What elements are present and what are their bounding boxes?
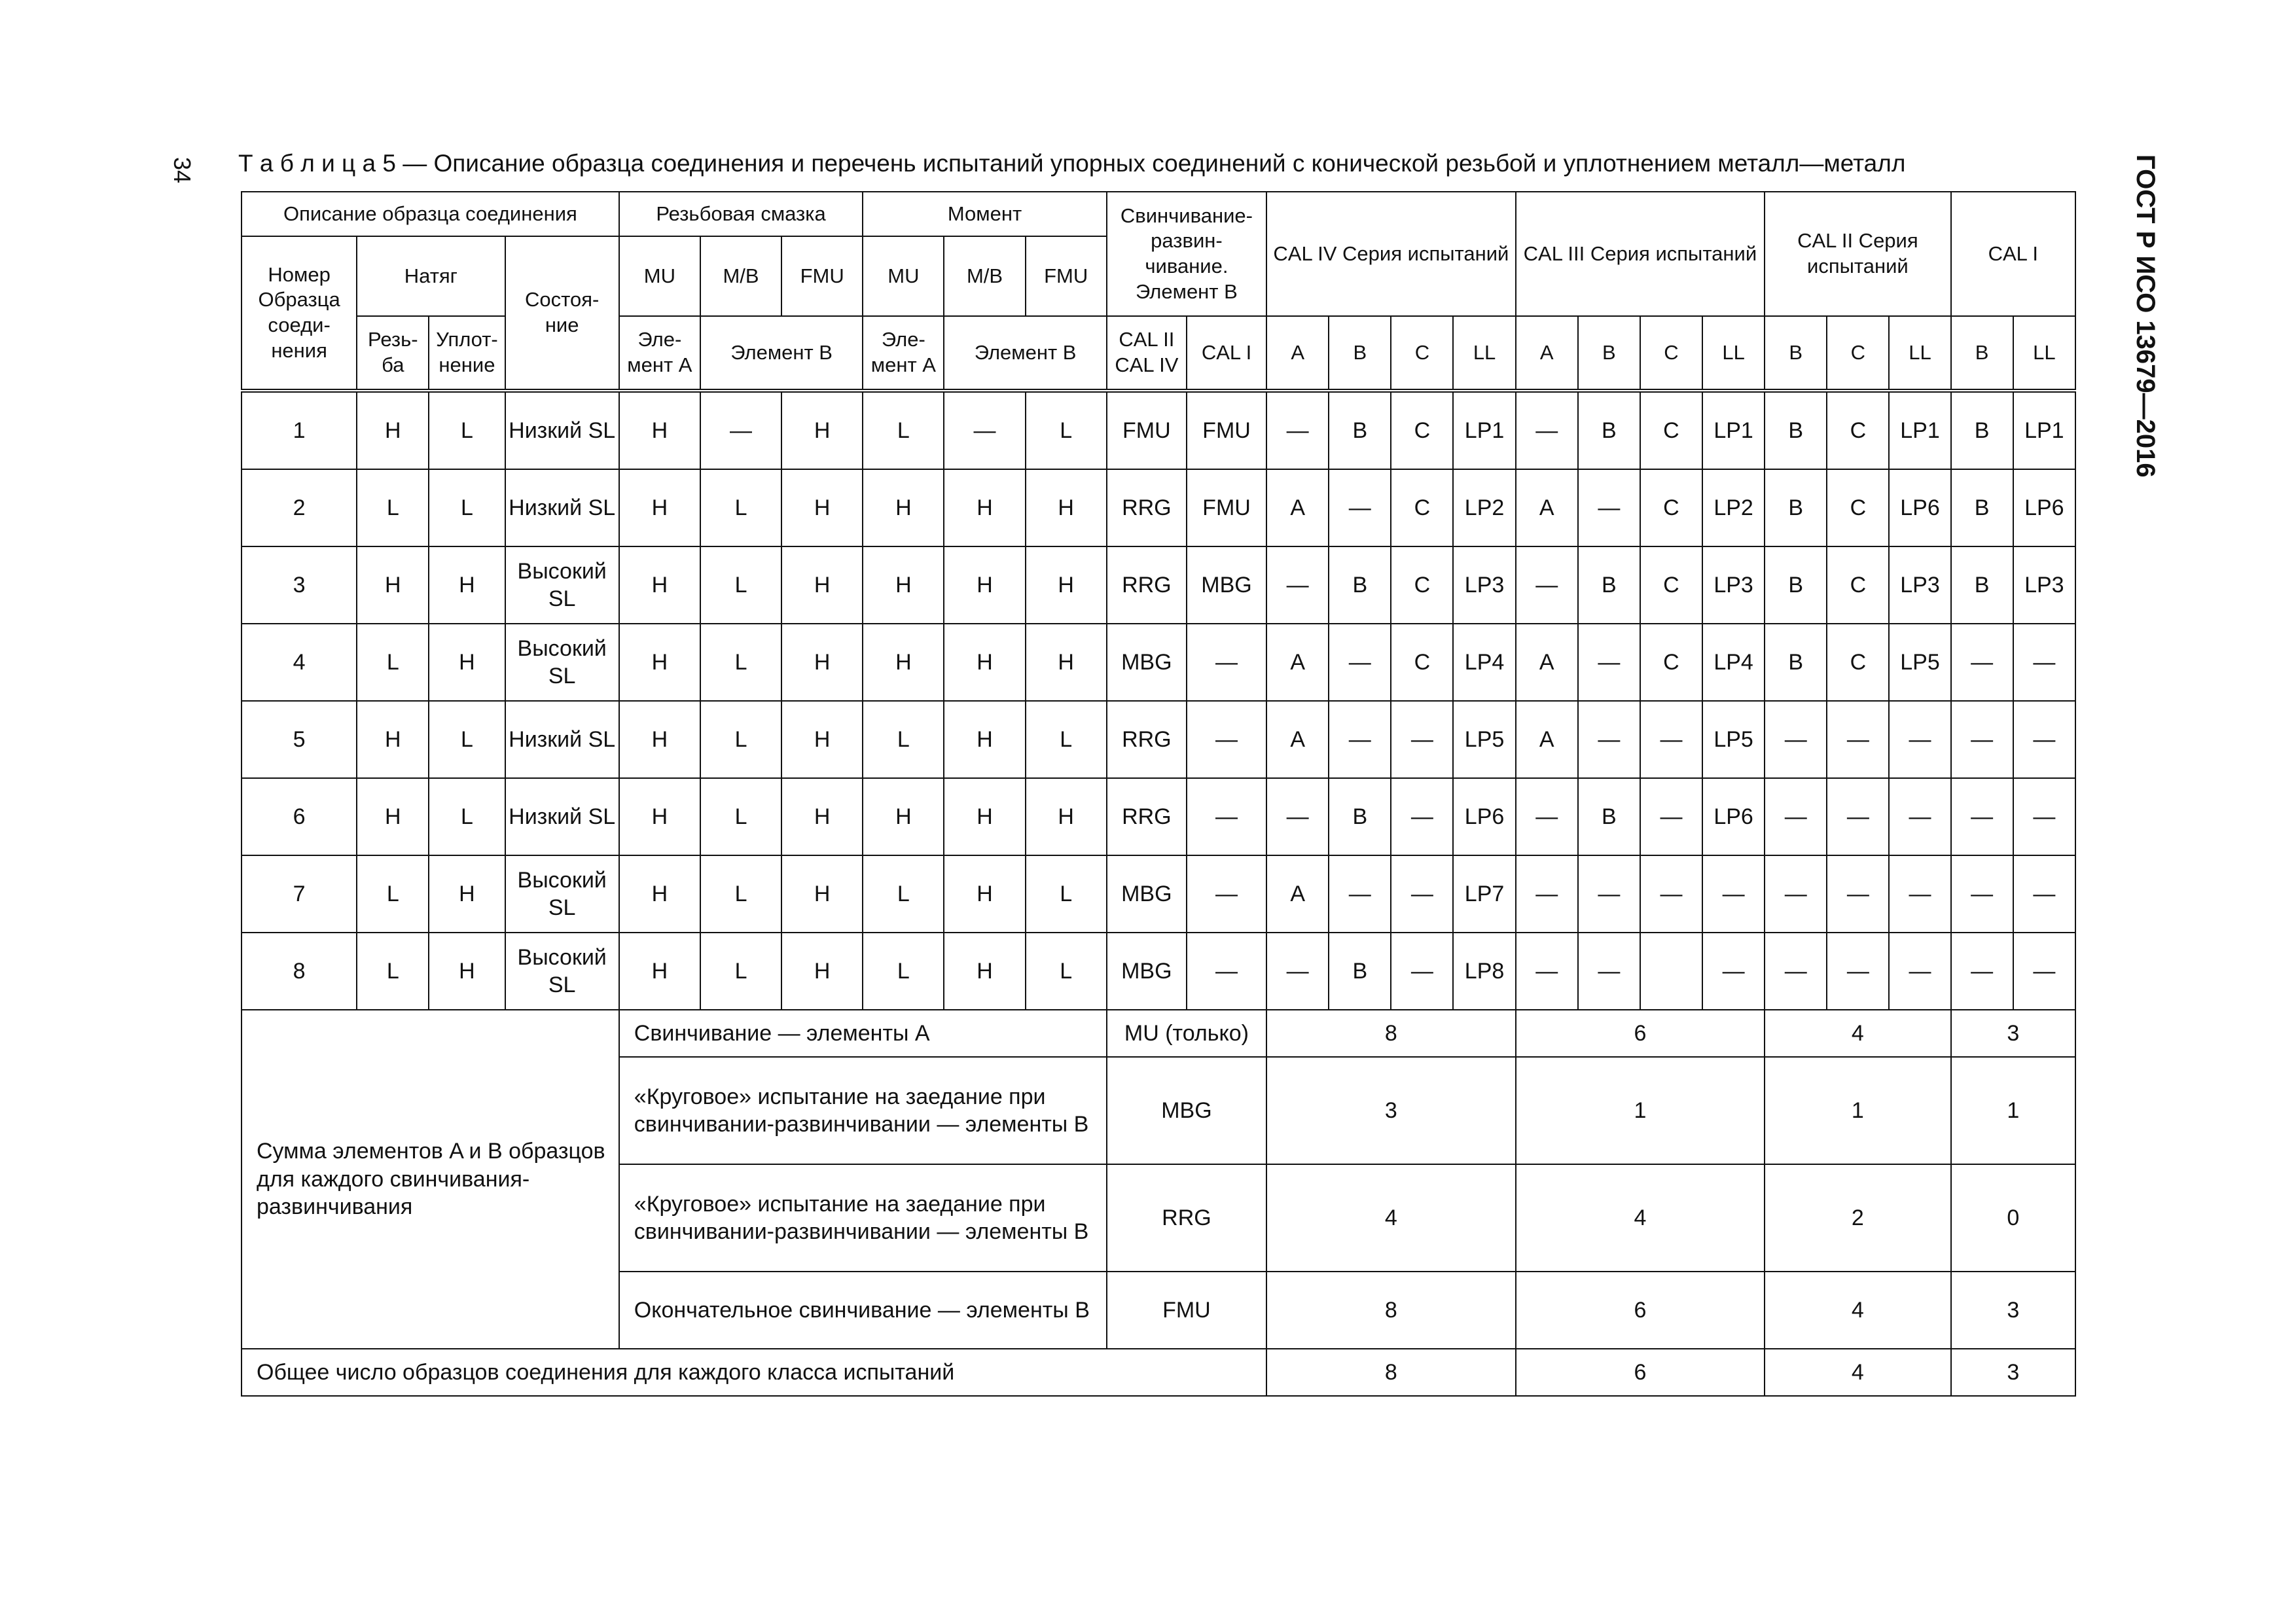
- table-cell: B: [1765, 624, 1827, 701]
- table-cell: —: [1827, 933, 1889, 1010]
- summary-cal4: 8: [1266, 1272, 1516, 1349]
- table-row: [242, 469, 2075, 546]
- table-cell: —: [1951, 933, 2013, 1010]
- table-cell: —: [2013, 701, 2075, 778]
- table-cell: H: [429, 855, 505, 933]
- table-cell: B: [1329, 546, 1391, 624]
- table-row: [242, 933, 2075, 1010]
- summary-label: Сумма элементов A и B образцов для каждого свинчивания-развинчивания: [242, 1010, 619, 1349]
- table-cell: H: [357, 546, 429, 624]
- table-cell: C: [1391, 469, 1453, 546]
- table-cell: L: [429, 701, 505, 778]
- header-cal3-c: C: [1640, 316, 1702, 391]
- table-cell: —: [1827, 701, 1889, 778]
- table-cell: C: [1827, 469, 1889, 546]
- table-cell: MBG: [1107, 933, 1187, 1010]
- summary-cal1: 3: [1951, 1272, 2075, 1349]
- table-cell: —: [1266, 933, 1329, 1010]
- header-cal3-ll: LL: [1702, 316, 1765, 391]
- table-cell: FMU: [1187, 391, 1266, 469]
- table-cell: L: [357, 624, 429, 701]
- table-cell: H: [944, 624, 1025, 701]
- table-cell: H: [781, 546, 863, 624]
- table-cell: —: [1516, 546, 1578, 624]
- table-cell: H: [429, 546, 505, 624]
- table-cell: L: [863, 701, 944, 778]
- table-cell: —: [1765, 933, 1827, 1010]
- table-cell: LP6: [1702, 778, 1765, 855]
- header-cal2-c: C: [1827, 316, 1889, 391]
- table-cell: —: [1187, 778, 1266, 855]
- table-cell: C: [1391, 546, 1453, 624]
- table-cell: B: [1765, 546, 1827, 624]
- summary-desc: Свинчивание — элементы A: [619, 1010, 1107, 1057]
- table-cell: —: [1889, 701, 1950, 778]
- summary-cal4: 8: [1266, 1010, 1516, 1057]
- table-cell: H: [357, 391, 429, 469]
- table-cell: H: [619, 546, 700, 624]
- table-cell: —: [1640, 778, 1702, 855]
- table-cell: L: [700, 933, 781, 1010]
- header-cal1-sub: CAL I: [1187, 316, 1266, 391]
- table-cell: Низкий SL: [505, 701, 619, 778]
- header-cal2: CAL II Серия испытаний: [1765, 192, 1950, 316]
- table-cell: —: [1187, 855, 1266, 933]
- summary-code: RRG: [1107, 1164, 1266, 1272]
- table-cell: L: [429, 778, 505, 855]
- table-cell: B: [1951, 391, 2013, 469]
- table-cell: L: [863, 855, 944, 933]
- table-cell: A: [1266, 701, 1329, 778]
- table-cell: Низкий SL: [505, 778, 619, 855]
- summary-cal4: 4: [1266, 1164, 1516, 1272]
- table-cell: —: [1889, 855, 1950, 933]
- table-cell: H: [863, 624, 944, 701]
- table-cell: H: [1026, 778, 1107, 855]
- table-cell: H: [1026, 546, 1107, 624]
- header-cal1-b: B: [1951, 316, 2013, 391]
- table-row: [242, 546, 2075, 624]
- header-cal1: CAL I: [1951, 192, 2075, 316]
- data-rows: [242, 391, 2075, 1010]
- table-row: [242, 778, 2075, 855]
- table-cell: A: [1516, 469, 1578, 546]
- table-cell: H: [781, 469, 863, 546]
- table-cell: B: [1578, 546, 1640, 624]
- table-cell: C: [1640, 391, 1702, 469]
- table-cell: LP2: [1453, 469, 1515, 546]
- header-cal4-a: A: [1266, 316, 1329, 391]
- table-cell: —: [1640, 701, 1702, 778]
- table-cell: B: [1951, 469, 2013, 546]
- table-cell: —: [1951, 701, 2013, 778]
- header-specimen-number: Номер Образца соеди-нения: [242, 236, 357, 391]
- table-cell: LP1: [1702, 391, 1765, 469]
- table-cell: H: [944, 701, 1025, 778]
- table-cell: C: [1391, 624, 1453, 701]
- header-lube: Резьбовая смазка: [619, 192, 863, 236]
- table-cell: LP2: [1702, 469, 1765, 546]
- header-seal: Уплот-нение: [429, 316, 505, 391]
- table-cell: 8: [242, 933, 357, 1010]
- table-cell: —: [1827, 855, 1889, 933]
- table-cell: LP8: [1453, 933, 1515, 1010]
- table-cell: —: [1702, 855, 1765, 933]
- table-cell: LP6: [1453, 778, 1515, 855]
- table-cell: —: [1578, 933, 1640, 1010]
- table-cell: H: [781, 778, 863, 855]
- header-interference: Натяг: [357, 236, 505, 316]
- table-cell: LP5: [1453, 701, 1515, 778]
- table-cell: —: [1951, 624, 2013, 701]
- table-cell: FMU: [1107, 391, 1187, 469]
- table-cell: B: [1765, 469, 1827, 546]
- table-cell: LP1: [1453, 391, 1515, 469]
- table-cell: L: [700, 624, 781, 701]
- table-cell: —: [1827, 778, 1889, 855]
- table-cell: H: [1026, 624, 1107, 701]
- table-cell: A: [1266, 624, 1329, 701]
- header-thread: Резь-ба: [357, 316, 429, 391]
- table-cell: H: [429, 624, 505, 701]
- header-cal4: CAL IV Серия испытаний: [1266, 192, 1516, 316]
- table-cell: —: [1187, 701, 1266, 778]
- header-torque-fmu: FMU: [1026, 236, 1107, 316]
- table-cell: —: [1578, 469, 1640, 546]
- header-lube-elem-a: Эле-мент A: [619, 316, 700, 391]
- summary-cal2: 2: [1765, 1164, 1950, 1272]
- summary-cal1: 3: [1951, 1010, 2075, 1057]
- table-cell: 7: [242, 855, 357, 933]
- table-cell: —: [2013, 624, 2075, 701]
- table-cell: Высокий SL: [505, 624, 619, 701]
- summary-desc: «Круговое» испытание на заедание при свинчивании-развинчивании — элементы B: [619, 1057, 1107, 1164]
- table-cell: —: [1516, 933, 1578, 1010]
- table-cell: LP6: [1889, 469, 1950, 546]
- table-cell: L: [357, 469, 429, 546]
- table-cell: H: [619, 855, 700, 933]
- table-cell: H: [619, 624, 700, 701]
- table-cell: —: [1329, 469, 1391, 546]
- summary-desc: Окончательное свинчивание — элементы B: [619, 1272, 1107, 1349]
- table-cell: Низкий SL: [505, 391, 619, 469]
- table-cell: —: [1765, 701, 1827, 778]
- table-cell: —: [1578, 701, 1640, 778]
- total-cal2: 4: [1765, 1349, 1950, 1396]
- test-table: [241, 191, 2076, 1397]
- table-cell: —: [2013, 778, 2075, 855]
- total-cal3: 6: [1516, 1349, 1765, 1396]
- summary-cal1: 0: [1951, 1164, 2075, 1272]
- table-cell: —: [1187, 624, 1266, 701]
- table-cell: L: [1026, 391, 1107, 469]
- header-state: Состоя-ние: [505, 236, 619, 391]
- table-cell: —: [1266, 778, 1329, 855]
- table-cell: —: [1951, 855, 2013, 933]
- table-cell: —: [700, 391, 781, 469]
- header-cal2-cal4: CAL II CAL IV: [1107, 316, 1187, 391]
- table-cell: RRG: [1107, 778, 1187, 855]
- header-desc: Описание образца соединения: [242, 192, 619, 236]
- table-cell: H: [429, 933, 505, 1010]
- table-cell: —: [1516, 778, 1578, 855]
- header-lube-mu: MU: [619, 236, 700, 316]
- summary-cal3: 6: [1516, 1010, 1765, 1057]
- table-cell: —: [1765, 778, 1827, 855]
- table-cell: RRG: [1107, 469, 1187, 546]
- table-cell: B: [1765, 391, 1827, 469]
- table-cell: L: [700, 701, 781, 778]
- table-cell: L: [1026, 933, 1107, 1010]
- table-cell: H: [619, 701, 700, 778]
- table-cell: Высокий SL: [505, 546, 619, 624]
- table-cell: C: [1827, 624, 1889, 701]
- table-cell: H: [781, 701, 863, 778]
- table-cell: C: [1391, 391, 1453, 469]
- table-cell: LP3: [1889, 546, 1950, 624]
- table-cell: C: [1827, 546, 1889, 624]
- table-cell: LP3: [1453, 546, 1515, 624]
- table-cell: H: [944, 855, 1025, 933]
- header-cal4-ll: LL: [1453, 316, 1515, 391]
- table-cell: L: [700, 546, 781, 624]
- table-cell: H: [357, 778, 429, 855]
- table-cell: B: [1329, 933, 1391, 1010]
- table-cell: —: [1329, 624, 1391, 701]
- table-cell: H: [781, 933, 863, 1010]
- table-cell: 4: [242, 624, 357, 701]
- summary-cal2: 4: [1765, 1010, 1950, 1057]
- table-cell: —: [1329, 855, 1391, 933]
- table-row: [242, 855, 2075, 933]
- table-cell: L: [1026, 855, 1107, 933]
- table-cell: C: [1827, 391, 1889, 469]
- table-cell: L: [863, 391, 944, 469]
- table-cell: H: [944, 778, 1025, 855]
- table-cell: H: [357, 701, 429, 778]
- table-cell: —: [1391, 778, 1453, 855]
- header-lube-fmu: FMU: [781, 236, 863, 316]
- header-torque-mb: M/B: [944, 236, 1025, 316]
- table-cell: —: [1765, 855, 1827, 933]
- table-cell: —: [2013, 933, 2075, 1010]
- table-cell: L: [429, 391, 505, 469]
- table-cell: L: [357, 933, 429, 1010]
- header-torque-mu: MU: [863, 236, 944, 316]
- table-cell: —: [1640, 855, 1702, 933]
- table-cell: MBG: [1107, 855, 1187, 933]
- table-cell: —: [1391, 933, 1453, 1010]
- table-cell: 6: [242, 778, 357, 855]
- table-cell: —: [1266, 546, 1329, 624]
- table-cell: —: [1578, 624, 1640, 701]
- table-cell: 1: [242, 391, 357, 469]
- header-cal2-b: B: [1765, 316, 1827, 391]
- header-cal4-c: C: [1391, 316, 1453, 391]
- table-cell: —: [1266, 391, 1329, 469]
- table-cell: L: [863, 933, 944, 1010]
- summary-code: MBG: [1107, 1057, 1266, 1164]
- table-cell: —: [1889, 933, 1950, 1010]
- header-cal4-b: B: [1329, 316, 1391, 391]
- table-row: [242, 701, 2075, 778]
- table-cell: L: [700, 469, 781, 546]
- header-cal3-a: A: [1516, 316, 1578, 391]
- header-torque: Момент: [863, 192, 1106, 236]
- table-cell: MBG: [1107, 624, 1187, 701]
- table-cell: B: [1578, 778, 1640, 855]
- table-cell: MBG: [1187, 546, 1266, 624]
- table-cell: L: [1026, 701, 1107, 778]
- table-cell: C: [1640, 624, 1702, 701]
- header-torque-elem-a: Эле-мент A: [863, 316, 944, 391]
- table-cell: [1640, 933, 1702, 1010]
- table-cell: FMU: [1187, 469, 1266, 546]
- total-cal4: 8: [1266, 1349, 1516, 1396]
- table-cell: —: [1951, 778, 2013, 855]
- table-cell: L: [429, 469, 505, 546]
- table-cell: —: [1702, 933, 1765, 1010]
- table-cell: LP7: [1453, 855, 1515, 933]
- table-cell: 2: [242, 469, 357, 546]
- table-cell: L: [357, 855, 429, 933]
- table-cell: LP3: [2013, 546, 2075, 624]
- summary-cal3: 1: [1516, 1057, 1765, 1164]
- table-cell: H: [944, 546, 1025, 624]
- table-cell: H: [944, 933, 1025, 1010]
- table-cell: —: [1391, 701, 1453, 778]
- table-row: [242, 391, 2075, 469]
- table-cell: C: [1640, 546, 1702, 624]
- table-cell: —: [1187, 933, 1266, 1010]
- table-cell: LP3: [1702, 546, 1765, 624]
- summary-cal1: 1: [1951, 1057, 2075, 1164]
- summary-cal2: 1: [1765, 1057, 1950, 1164]
- table-cell: —: [1889, 778, 1950, 855]
- table-cell: LP4: [1453, 624, 1515, 701]
- table-cell: B: [1578, 391, 1640, 469]
- table-cell: A: [1266, 469, 1329, 546]
- table-cell: H: [863, 778, 944, 855]
- total-label: Общее число образцов соединения для каждого класса испытаний: [242, 1349, 1266, 1396]
- table-cell: B: [1329, 391, 1391, 469]
- table-cell: 3: [242, 546, 357, 624]
- summary-cal3: 4: [1516, 1164, 1765, 1272]
- table-caption: Т а б л и ц а 5 — Описание образца соединения и перечень испытаний упорных соединений с конической резьбой и уплотнением металл—металл: [238, 150, 1906, 177]
- table-cell: H: [781, 391, 863, 469]
- table-cell: H: [863, 469, 944, 546]
- table-cell: H: [781, 855, 863, 933]
- table-cell: A: [1266, 855, 1329, 933]
- table-cell: —: [2013, 855, 2075, 933]
- table-cell: LP5: [1702, 701, 1765, 778]
- table-cell: A: [1516, 701, 1578, 778]
- table-cell: —: [1329, 701, 1391, 778]
- table-cell: —: [1516, 391, 1578, 469]
- table-cell: RRG: [1107, 701, 1187, 778]
- table-cell: 5: [242, 701, 357, 778]
- table-cell: L: [700, 855, 781, 933]
- table-cell: H: [619, 391, 700, 469]
- total-cal1: 3: [1951, 1349, 2075, 1396]
- table-cell: LP5: [1889, 624, 1950, 701]
- table-cell: H: [781, 624, 863, 701]
- table-cell: C: [1640, 469, 1702, 546]
- table-cell: —: [1578, 855, 1640, 933]
- summary-code: FMU: [1107, 1272, 1266, 1349]
- table-cell: H: [1026, 469, 1107, 546]
- table-cell: —: [1516, 855, 1578, 933]
- table-cell: H: [619, 778, 700, 855]
- table-cell: B: [1951, 546, 2013, 624]
- header-cal2-ll: LL: [1889, 316, 1950, 391]
- table-cell: LP1: [1889, 391, 1950, 469]
- table-cell: H: [619, 933, 700, 1010]
- header-makebreak: Свинчивание-развин-чивание. Элемент B: [1107, 192, 1266, 316]
- summary-cal2: 4: [1765, 1272, 1950, 1349]
- table-cell: —: [944, 391, 1025, 469]
- summary-cal3: 6: [1516, 1272, 1765, 1349]
- header-lube-mb: M/B: [700, 236, 781, 316]
- table-cell: A: [1516, 624, 1578, 701]
- table-cell: B: [1329, 778, 1391, 855]
- document-code: ГОСТ Р ИСО 13679—2016: [2131, 154, 2160, 478]
- table-cell: Низкий SL: [505, 469, 619, 546]
- table-cell: H: [619, 469, 700, 546]
- summary-desc: «Круговое» испытание на заедание при свинчивании-развинчивании — элементы B: [619, 1164, 1107, 1272]
- table-cell: Высокий SL: [505, 855, 619, 933]
- header-cal1-ll: LL: [2013, 316, 2075, 391]
- page-number: 34: [169, 157, 196, 184]
- table-cell: RRG: [1107, 546, 1187, 624]
- table-cell: L: [700, 778, 781, 855]
- table-cell: LP1: [2013, 391, 2075, 469]
- table-cell: H: [944, 469, 1025, 546]
- header-lube-elem-b: Элемент B: [700, 316, 863, 391]
- header-torque-elem-b: Элемент B: [944, 316, 1106, 391]
- table-row: [242, 624, 2075, 701]
- summary-code: MU (только): [1107, 1010, 1266, 1057]
- header-cal3-b: B: [1578, 316, 1640, 391]
- summary-cal4: 3: [1266, 1057, 1516, 1164]
- header-cal3: CAL III Серия испытаний: [1516, 192, 1765, 316]
- table-cell: Высокий SL: [505, 933, 619, 1010]
- table-cell: —: [1391, 855, 1453, 933]
- table-cell: LP6: [2013, 469, 2075, 546]
- table-cell: LP4: [1702, 624, 1765, 701]
- table-cell: H: [863, 546, 944, 624]
